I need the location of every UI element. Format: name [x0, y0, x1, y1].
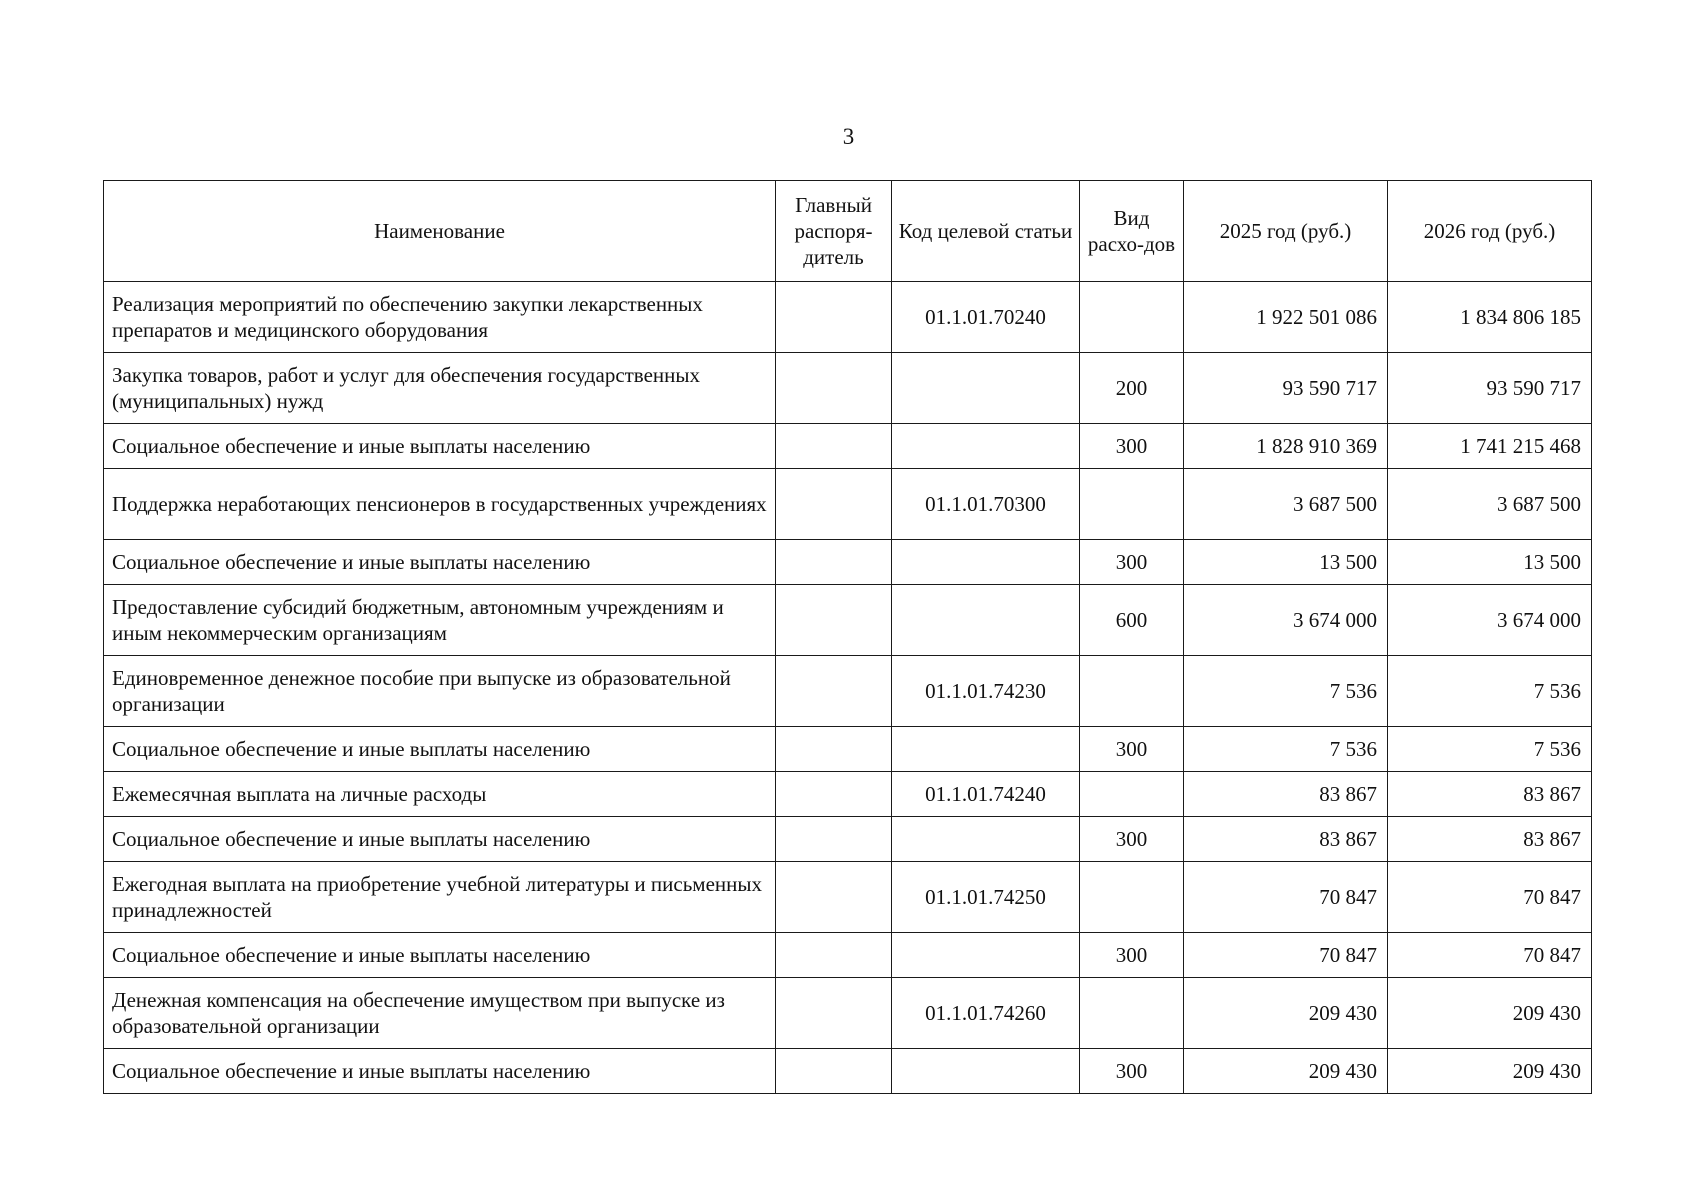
cell-code — [892, 540, 1080, 585]
cell-2026: 7 536 — [1388, 656, 1592, 727]
cell-manager — [776, 978, 892, 1049]
cell-name: Единовременное денежное пособие при выпуске из образовательной организации — [104, 656, 776, 727]
cell-expense-type: 300 — [1080, 727, 1184, 772]
table-row — [104, 933, 1592, 978]
header-code: Код целевой статьи — [892, 181, 1080, 282]
cell-manager — [776, 585, 892, 656]
cell-expense-type — [1080, 862, 1184, 933]
table-row — [104, 656, 1592, 727]
cell-2026: 209 430 — [1388, 1049, 1592, 1094]
cell-2026: 93 590 717 — [1388, 353, 1592, 424]
table-row — [104, 727, 1592, 772]
cell-manager — [776, 933, 892, 978]
cell-manager — [776, 727, 892, 772]
cell-2025: 209 430 — [1184, 1049, 1388, 1094]
cell-code: 01.1.01.74240 — [892, 772, 1080, 817]
table-row — [104, 540, 1592, 585]
cell-code — [892, 817, 1080, 862]
cell-2026: 3 674 000 — [1388, 585, 1592, 656]
header-2026: 2026 год (руб.) — [1388, 181, 1592, 282]
cell-name: Социальное обеспечение и иные выплаты населению — [104, 727, 776, 772]
cell-manager — [776, 282, 892, 353]
cell-2025: 209 430 — [1184, 978, 1388, 1049]
table-row — [104, 862, 1592, 933]
cell-name: Социальное обеспечение и иные выплаты населению — [104, 424, 776, 469]
cell-2025: 83 867 — [1184, 817, 1388, 862]
cell-2026: 70 847 — [1388, 862, 1592, 933]
cell-2025: 70 847 — [1184, 933, 1388, 978]
cell-name: Социальное обеспечение и иные выплаты населению — [104, 540, 776, 585]
cell-code: 01.1.01.74260 — [892, 978, 1080, 1049]
cell-code — [892, 424, 1080, 469]
cell-expense-type: 600 — [1080, 585, 1184, 656]
header-2025: 2025 год (руб.) — [1184, 181, 1388, 282]
cell-2025: 3 687 500 — [1184, 469, 1388, 540]
cell-2025: 93 590 717 — [1184, 353, 1388, 424]
cell-2026: 70 847 — [1388, 933, 1592, 978]
cell-2026: 13 500 — [1388, 540, 1592, 585]
cell-2026: 3 687 500 — [1388, 469, 1592, 540]
cell-name: Поддержка неработающих пенсионеров в государственных учреждениях — [104, 469, 776, 540]
table-row — [104, 1049, 1592, 1094]
cell-2025: 83 867 — [1184, 772, 1388, 817]
cell-expense-type — [1080, 469, 1184, 540]
cell-code: 01.1.01.74250 — [892, 862, 1080, 933]
cell-2026: 1 741 215 468 — [1388, 424, 1592, 469]
table-row — [104, 817, 1592, 862]
table-row — [104, 978, 1592, 1049]
cell-manager — [776, 772, 892, 817]
cell-name: Социальное обеспечение и иные выплаты населению — [104, 933, 776, 978]
cell-manager — [776, 424, 892, 469]
page-number: 3 — [842, 124, 855, 149]
cell-2026: 7 536 — [1388, 727, 1592, 772]
cell-2025: 70 847 — [1184, 862, 1388, 933]
cell-code — [892, 933, 1080, 978]
cell-manager — [776, 540, 892, 585]
cell-code — [892, 727, 1080, 772]
budget-table — [103, 180, 1592, 1094]
cell-name: Реализация мероприятий по обеспечению закупки лекарственных препаратов и медицинского оборудования — [104, 282, 776, 353]
cell-expense-type: 300 — [1080, 540, 1184, 585]
cell-manager — [776, 656, 892, 727]
cell-code: 01.1.01.70240 — [892, 282, 1080, 353]
table-row — [104, 772, 1592, 817]
table-row — [104, 585, 1592, 656]
cell-2025: 3 674 000 — [1184, 585, 1388, 656]
cell-code — [892, 585, 1080, 656]
cell-manager — [776, 817, 892, 862]
cell-code — [892, 353, 1080, 424]
cell-manager — [776, 469, 892, 540]
table-row — [104, 353, 1592, 424]
cell-expense-type — [1080, 772, 1184, 817]
cell-expense-type: 300 — [1080, 933, 1184, 978]
table-header-row — [104, 181, 1592, 282]
table-row — [104, 424, 1592, 469]
header-expense-type: Вид расхо-дов — [1080, 181, 1184, 282]
cell-name: Ежегодная выплата на приобретение учебной литературы и письменных принадлежностей — [104, 862, 776, 933]
cell-2026: 83 867 — [1388, 817, 1592, 862]
cell-2025: 7 536 — [1184, 727, 1388, 772]
cell-2026: 209 430 — [1388, 978, 1592, 1049]
cell-expense-type — [1080, 282, 1184, 353]
cell-manager — [776, 353, 892, 424]
cell-name: Предоставление субсидий бюджетным, автономным учреждениям и иным некоммерческим организациям — [104, 585, 776, 656]
cell-code: 01.1.01.74230 — [892, 656, 1080, 727]
cell-expense-type: 200 — [1080, 353, 1184, 424]
cell-expense-type — [1080, 978, 1184, 1049]
cell-manager — [776, 1049, 892, 1094]
cell-code: 01.1.01.70300 — [892, 469, 1080, 540]
cell-2026: 1 834 806 185 — [1388, 282, 1592, 353]
cell-name: Закупка товаров, работ и услуг для обеспечения государственных (муниципальных) нужд — [104, 353, 776, 424]
cell-expense-type: 300 — [1080, 1049, 1184, 1094]
cell-2026: 83 867 — [1388, 772, 1592, 817]
cell-name: Социальное обеспечение и иные выплаты населению — [104, 1049, 776, 1094]
cell-name: Ежемесячная выплата на личные расходы — [104, 772, 776, 817]
cell-name: Социальное обеспечение и иные выплаты населению — [104, 817, 776, 862]
cell-2025: 1 922 501 086 — [1184, 282, 1388, 353]
cell-manager — [776, 862, 892, 933]
cell-2025: 1 828 910 369 — [1184, 424, 1388, 469]
cell-2025: 13 500 — [1184, 540, 1388, 585]
cell-expense-type — [1080, 656, 1184, 727]
header-manager: Главный распоря-дитель — [776, 181, 892, 282]
cell-expense-type: 300 — [1080, 424, 1184, 469]
cell-expense-type: 300 — [1080, 817, 1184, 862]
table-row — [104, 282, 1592, 353]
cell-2025: 7 536 — [1184, 656, 1388, 727]
table-row — [104, 469, 1592, 540]
cell-name: Денежная компенсация на обеспечение имуществом при выпуске из образовательной организации — [104, 978, 776, 1049]
cell-code — [892, 1049, 1080, 1094]
header-name: Наименование — [104, 181, 776, 282]
